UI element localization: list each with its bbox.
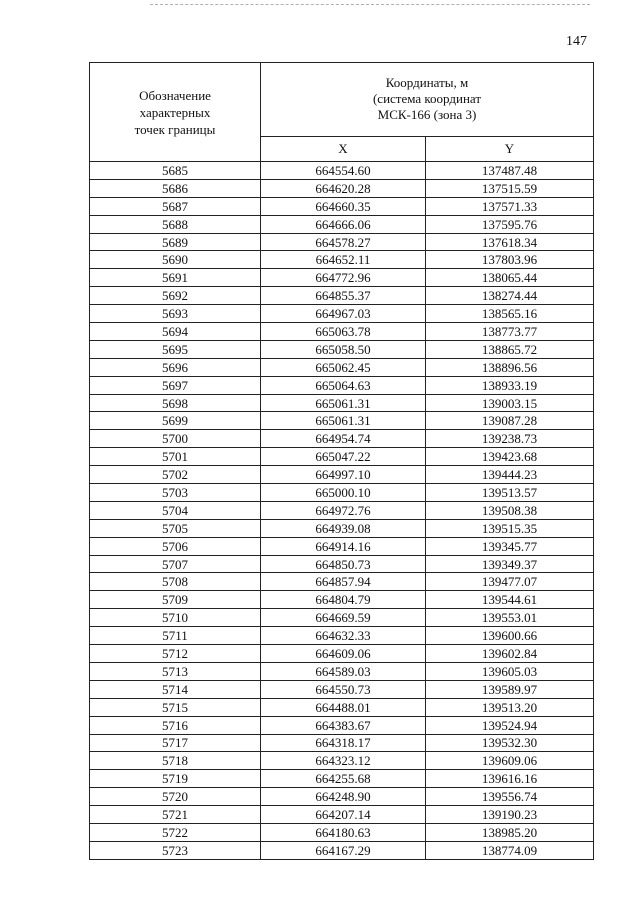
point-id-cell: 5685 [90,162,261,180]
points-header-line: точек границы [134,121,216,137]
x-coordinate-cell: 664914.16 [261,537,426,555]
point-id-cell: 5716 [90,716,261,734]
table-header [90,63,594,162]
point-id-cell: 5720 [90,788,261,806]
x-coordinate-cell: 664954.74 [261,430,426,448]
table-row [90,376,594,394]
table-body [90,162,594,860]
x-coordinate-cell: 664550.73 [261,680,426,698]
x-coordinate-cell: 664578.27 [261,233,426,251]
point-id-cell: 5687 [90,197,261,215]
y-coordinate-cell: 139602.84 [426,645,594,663]
table-row [90,162,594,180]
x-coordinate-cell: 664255.68 [261,770,426,788]
y-coordinate-cell: 138773.77 [426,323,594,341]
table-row [90,251,594,269]
point-id-cell: 5690 [90,251,261,269]
x-coordinate-cell: 665000.10 [261,484,426,502]
y-coordinate-cell: 139532.30 [426,734,594,752]
x-coordinate-cell: 664804.79 [261,591,426,609]
point-id-cell: 5699 [90,412,261,430]
table-row [90,752,594,770]
point-id-cell: 5707 [90,555,261,573]
table-row [90,323,594,341]
x-coordinate-cell: 664997.10 [261,466,426,484]
x-coordinate-cell: 665058.50 [261,340,426,358]
table-row [90,609,594,627]
x-coordinate-cell: 664180.63 [261,823,426,841]
x-coordinate-cell: 664772.96 [261,269,426,287]
y-column-header: Y [426,136,594,161]
y-coordinate-cell: 138933.19 [426,376,594,394]
coordinates-table [89,62,594,860]
table-row [90,501,594,519]
table-row [90,287,594,305]
point-id-cell: 5693 [90,305,261,323]
table-row [90,555,594,573]
x-coordinate-cell: 665064.63 [261,376,426,394]
point-id-cell: 5717 [90,734,261,752]
y-coordinate-cell: 138565.16 [426,305,594,323]
table-row [90,394,594,412]
points-column-header [90,63,261,162]
point-id-cell: 5689 [90,233,261,251]
point-id-cell: 5709 [90,591,261,609]
point-id-cell: 5719 [90,770,261,788]
point-id-cell: 5696 [90,358,261,376]
y-coordinate-cell: 139605.03 [426,662,594,680]
table-row [90,573,594,591]
y-coordinate-cell: 137487.48 [426,162,594,180]
x-coordinate-cell: 664207.14 [261,806,426,824]
y-coordinate-cell: 139589.97 [426,680,594,698]
y-coordinate-cell: 137618.34 [426,233,594,251]
table-row [90,734,594,752]
page-number: 147 [566,34,587,49]
x-coordinate-cell: 664383.67 [261,716,426,734]
table-row [90,698,594,716]
point-id-cell: 5708 [90,573,261,591]
point-id-cell: 5712 [90,645,261,663]
x-coordinate-cell: 664967.03 [261,305,426,323]
table-row [90,770,594,788]
table-row [90,448,594,466]
table-row [90,215,594,233]
x-coordinate-cell: 664620.28 [261,179,426,197]
point-id-cell: 5723 [90,841,261,859]
point-id-cell: 5686 [90,179,261,197]
x-coordinate-cell: 664666.06 [261,215,426,233]
y-coordinate-cell: 139609.06 [426,752,594,770]
y-coordinate-cell: 139345.77 [426,537,594,555]
y-coordinate-cell: 138896.56 [426,358,594,376]
x-coordinate-cell: 664248.90 [261,788,426,806]
x-coordinate-cell: 664632.33 [261,627,426,645]
x-coordinate-cell: 665063.78 [261,323,426,341]
point-id-cell: 5710 [90,609,261,627]
point-id-cell: 5692 [90,287,261,305]
table-row [90,537,594,555]
point-id-cell: 5714 [90,680,261,698]
y-coordinate-cell: 137803.96 [426,251,594,269]
x-coordinate-cell: 664855.37 [261,287,426,305]
point-id-cell: 5691 [90,269,261,287]
x-coordinate-cell: 665061.31 [261,394,426,412]
coords-header-line: МСК-166 (зона 3) [377,107,477,123]
table-row [90,680,594,698]
table-row [90,412,594,430]
y-coordinate-cell: 139423.68 [426,448,594,466]
table-row [90,197,594,215]
table-row [90,305,594,323]
x-coordinate-cell: 664857.94 [261,573,426,591]
x-coordinate-cell: 664652.11 [261,251,426,269]
x-coordinate-cell: 664589.03 [261,662,426,680]
point-id-cell: 5704 [90,501,261,519]
x-coordinate-cell: 664850.73 [261,555,426,573]
table-row [90,841,594,859]
y-coordinate-cell: 138274.44 [426,287,594,305]
y-coordinate-cell: 139544.61 [426,591,594,609]
y-coordinate-cell: 139524.94 [426,716,594,734]
table-row [90,645,594,663]
table-row [90,662,594,680]
table-row [90,519,594,537]
x-coordinate-cell: 665047.22 [261,448,426,466]
x-coordinate-cell: 665061.31 [261,412,426,430]
y-coordinate-cell: 138065.44 [426,269,594,287]
y-coordinate-cell: 139003.15 [426,394,594,412]
x-coordinate-cell: 664972.76 [261,501,426,519]
y-coordinate-cell: 139349.37 [426,555,594,573]
y-coordinate-cell: 139600.66 [426,627,594,645]
y-coordinate-cell: 139190.23 [426,806,594,824]
table-row [90,484,594,502]
point-id-cell: 5722 [90,823,261,841]
y-coordinate-cell: 139508.38 [426,501,594,519]
x-column-header: X [261,136,426,161]
x-coordinate-cell: 664318.17 [261,734,426,752]
points-header-line: характерных [139,104,211,120]
x-coordinate-cell: 664660.35 [261,197,426,215]
y-coordinate-cell: 139553.01 [426,609,594,627]
y-coordinate-cell: 137515.59 [426,179,594,197]
y-coordinate-cell: 137595.76 [426,215,594,233]
y-coordinate-cell: 137571.33 [426,197,594,215]
table-row [90,716,594,734]
table-row [90,466,594,484]
point-id-cell: 5698 [90,394,261,412]
table-row [90,788,594,806]
table-row [90,823,594,841]
x-coordinate-cell: 664939.08 [261,519,426,537]
point-id-cell: 5711 [90,627,261,645]
y-coordinate-cell: 138774.09 [426,841,594,859]
point-id-cell: 5721 [90,806,261,824]
point-id-cell: 5695 [90,340,261,358]
point-id-cell: 5718 [90,752,261,770]
point-id-cell: 5705 [90,519,261,537]
table-row [90,430,594,448]
point-id-cell: 5701 [90,448,261,466]
y-coordinate-cell: 138865.72 [426,340,594,358]
y-coordinate-cell: 139477.07 [426,573,594,591]
table-row [90,627,594,645]
point-id-cell: 5700 [90,430,261,448]
y-coordinate-cell: 139556.74 [426,788,594,806]
point-id-cell: 5715 [90,698,261,716]
point-id-cell: 5688 [90,215,261,233]
x-coordinate-cell: 664669.59 [261,609,426,627]
points-header-line: Обозначение [139,87,211,103]
coords-header-line: (система координат [372,91,482,107]
table-row [90,233,594,251]
y-coordinate-cell: 139087.28 [426,412,594,430]
coords-header-line: Координаты, м [385,75,469,91]
point-id-cell: 5706 [90,537,261,555]
y-coordinate-cell: 139238.73 [426,430,594,448]
y-coordinate-cell: 139513.20 [426,698,594,716]
table-row [90,806,594,824]
point-id-cell: 5697 [90,376,261,394]
x-coordinate-cell: 664167.29 [261,841,426,859]
y-coordinate-cell: 139616.16 [426,770,594,788]
coordinates-column-header [261,63,594,137]
point-id-cell: 5703 [90,484,261,502]
point-id-cell: 5694 [90,323,261,341]
y-coordinate-cell: 138985.20 [426,823,594,841]
x-coordinate-cell: 664554.60 [261,162,426,180]
top-scan-rule [150,4,590,5]
point-id-cell: 5713 [90,662,261,680]
y-coordinate-cell: 139513.57 [426,484,594,502]
y-coordinate-cell: 139444.23 [426,466,594,484]
point-id-cell: 5702 [90,466,261,484]
x-coordinate-cell: 664488.01 [261,698,426,716]
table-row [90,340,594,358]
table-row [90,591,594,609]
x-coordinate-cell: 664609.06 [261,645,426,663]
x-coordinate-cell: 665062.45 [261,358,426,376]
x-coordinate-cell: 664323.12 [261,752,426,770]
table-row [90,269,594,287]
table-row [90,358,594,376]
table-row [90,179,594,197]
y-coordinate-cell: 139515.35 [426,519,594,537]
